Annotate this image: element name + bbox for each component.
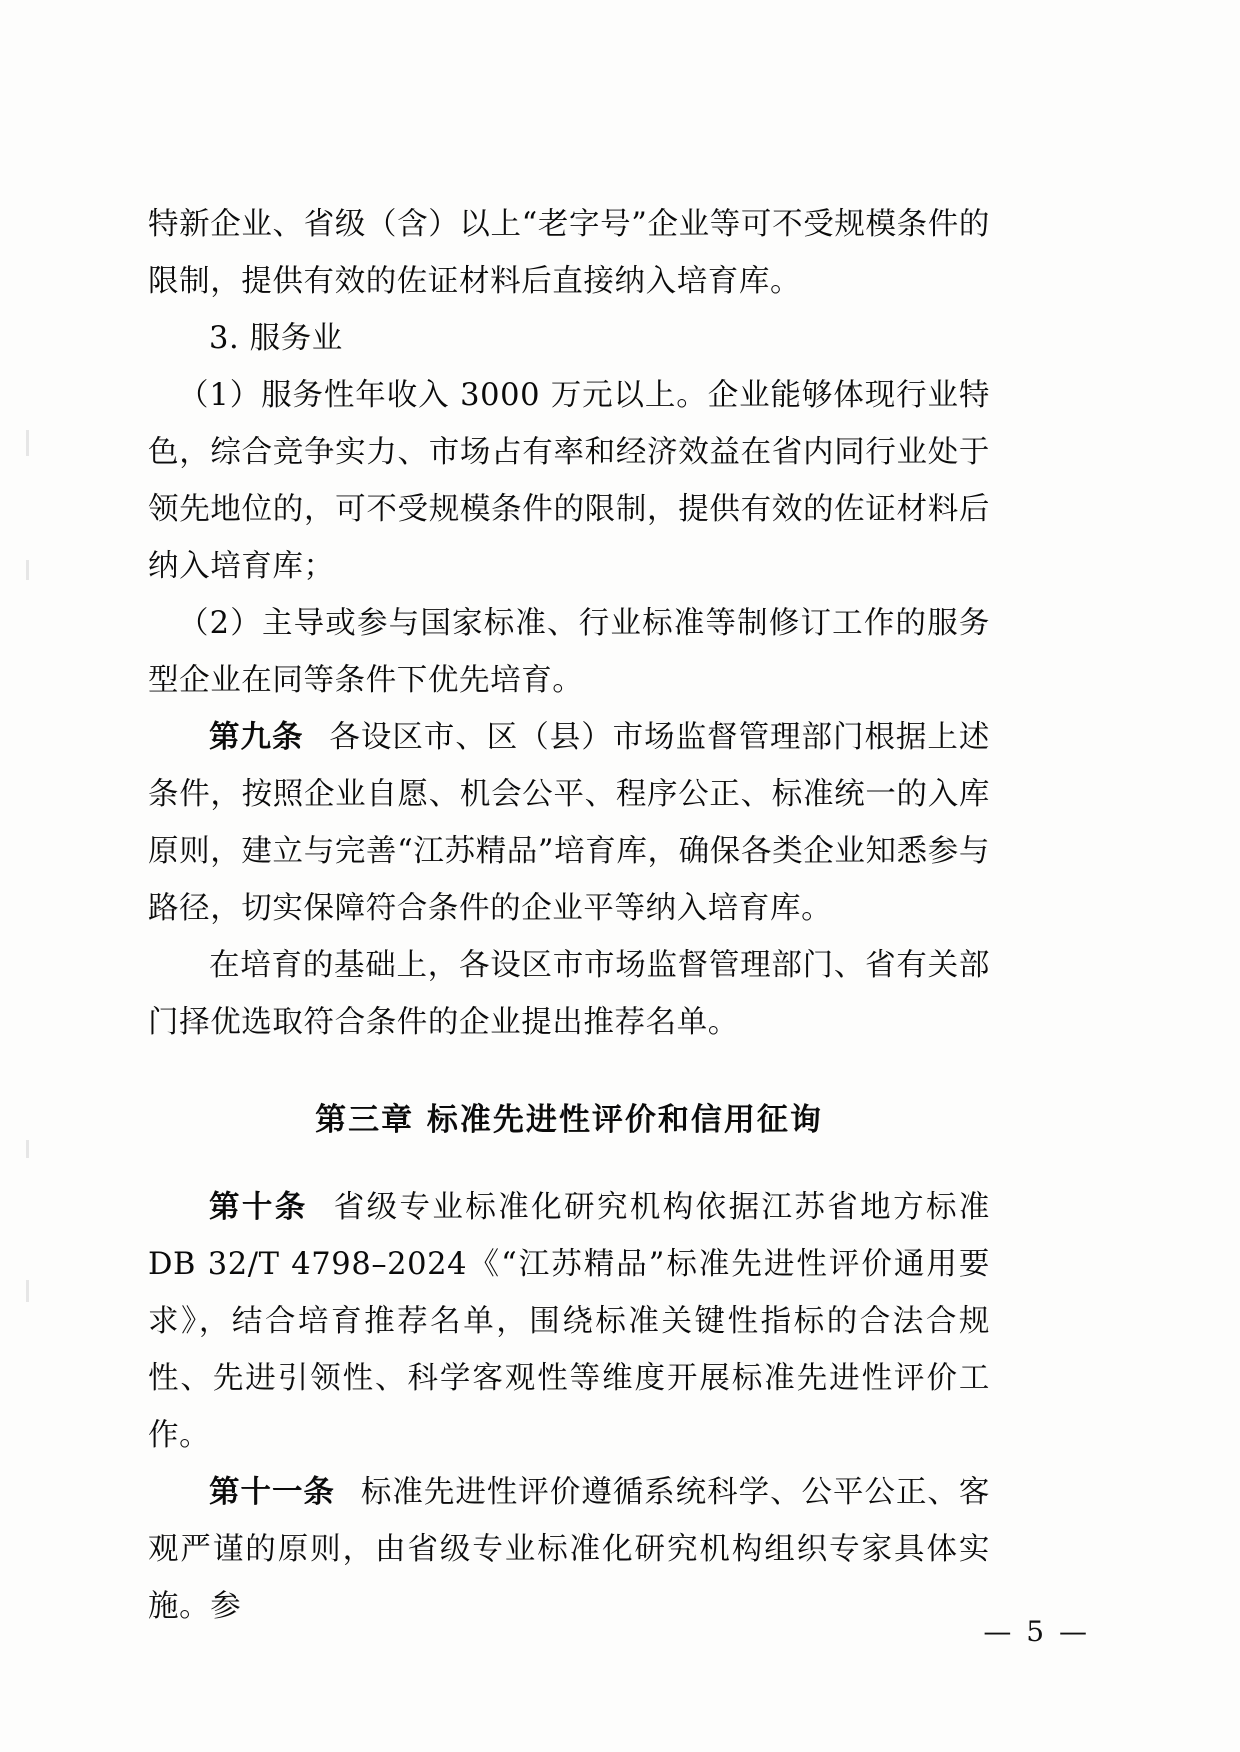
article-text-nine: 各设区市、区（县）市场监督管理部门根据上述条件，按照企业自愿、机会公平、程序公正、标准统一的入库原则，建立与完善“江苏精品”培育库，确保各类企业知悉参与路径，切实保障符合条件的企业平等纳入培育库。 (148, 720, 990, 926)
paragraph-recommendation-list: 在培育的基础上，各设区市市场监督管理部门、省有关部门择优选取符合条件的企业提出推荐名单。 (148, 948, 990, 1040)
article-lead-nine: 第九条 (209, 719, 304, 755)
paragraph-continuation: 特新企业、省级（含）以上“老字号”企业等可不受规模条件的限制，提供有效的佐证材料后直接纳入培育库。 (148, 207, 990, 299)
article-lead-eleven: 第十一条 (209, 1474, 335, 1510)
document-body (148, 196, 990, 1635)
page-edge-mark (26, 1140, 29, 1158)
paragraph-list-item-1: （1）服务性年收入 3000 万元以上。企业能够体现行业特色，综合竞争实力、市场占有率和经济效益在省内同行业处于领先地位的，可不受规模条件的限制，提供有效的佐证材料后纳入培育库； (148, 378, 990, 584)
paragraph-list-item-2: （2）主导或参与国家标准、行业标准等制修订工作的服务型企业在同等条件下优先培育。 (148, 606, 990, 698)
article-text-eleven: 标准先进性评价遵循系统科学、公平公正、客观严谨的原则，由省级专业标准化研究机构组织专家具体实施。参 (148, 1475, 991, 1624)
page-edge-mark (26, 560, 29, 580)
page-number: — 5 — (983, 1615, 1090, 1648)
article-text-ten: 省级专业标准化研究机构依据江苏省地方标准 DB 32/T 4798–2024《“江苏精品”标准先进性评价通用要求》，结合培育推荐名单，围绕标准关键性指标的合法合规性、先进引领性、科学客观性等维度开展标准先进性评价工作。 (148, 1190, 990, 1453)
page-edge-mark (26, 1280, 29, 1302)
article-lead-ten: 第十条 (209, 1189, 308, 1225)
chapter-heading: 第三章 标准先进性评价和信用征询 (315, 1102, 823, 1138)
paragraph-article-ten (148, 1179, 990, 1464)
page-edge-mark (26, 430, 29, 456)
paragraph-list-item-service-industry: 3. 服务业 (209, 321, 343, 356)
paragraph-article-eleven (148, 1464, 990, 1635)
paragraph-article-nine (148, 709, 990, 937)
